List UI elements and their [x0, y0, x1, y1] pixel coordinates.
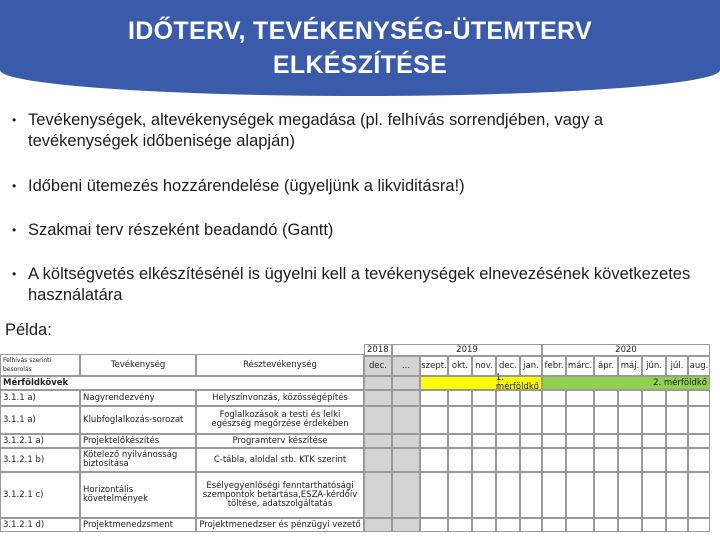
grid-cell: [618, 518, 642, 532]
grid-cell: [688, 406, 710, 434]
grid-cell: [594, 448, 618, 472]
row-subactivity: Projektmenedzser és pénzügyi vezető: [196, 518, 364, 532]
grid-cell: [542, 518, 566, 532]
month-header: máj.: [618, 356, 642, 376]
grid-cell: [448, 448, 472, 472]
grid-cell: [472, 448, 496, 472]
row-id: 3.1.2.1 a): [0, 434, 80, 448]
grid-cell: [392, 406, 420, 434]
row-id: 3.1.2.1 d): [0, 518, 80, 532]
grid-cell: [520, 390, 542, 406]
grid-cell: [618, 434, 642, 448]
example-label: Példa:: [5, 321, 52, 339]
row-subactivity: Helyszínvonzás, közösségépítés: [196, 390, 364, 406]
grid-cell: [448, 472, 472, 518]
grid-cell: [618, 472, 642, 518]
grid-cell: [520, 434, 542, 448]
bullet-item: [10, 264, 700, 306]
row-activity: Horizontális követelmények: [80, 472, 196, 518]
row-activity: Klubfoglalkozás-sorozat: [80, 406, 196, 434]
milestone-1: 1. mérföldkő: [498, 376, 542, 390]
grid-cell: [520, 448, 542, 472]
month-header: aug.: [688, 356, 710, 376]
grid-cell: [688, 390, 710, 406]
grid-cell: [420, 518, 448, 532]
month-header: nov.: [472, 356, 496, 376]
grid-cell: [420, 434, 448, 448]
year-2020: 2020: [542, 344, 710, 356]
milestone-cell: [392, 376, 420, 390]
grid-cell: [666, 390, 688, 406]
grid-cell: [642, 472, 666, 518]
grid-cell: [472, 434, 496, 448]
grid-cell: [392, 434, 420, 448]
year-2019: 2019: [392, 344, 542, 356]
grid-cell: [566, 406, 594, 434]
row-subactivity: Esélyegyenlőségi fenntarthatósági szempontok betartása,ESZA-kérdőív töltése, adatszolgáltatás: [196, 472, 364, 518]
grid-cell: [566, 448, 594, 472]
grid-cell: [566, 472, 594, 518]
grid-cell: [542, 472, 566, 518]
slide-header: [0, 0, 720, 96]
grid-cell: [420, 390, 448, 406]
bullet-item: [10, 110, 700, 152]
month-header: ...: [392, 356, 420, 376]
grid-cell: [642, 518, 666, 532]
slide-title-line-2: ELKÉSZÍTÉSE: [272, 51, 448, 79]
grid-cell: [642, 434, 666, 448]
grid-cell: [566, 390, 594, 406]
bullet-dot-icon: •: [12, 223, 17, 237]
grid-cell: [688, 518, 710, 532]
grid-cell: [392, 448, 420, 472]
month-header: jún.: [642, 356, 666, 376]
grid-cell: [542, 434, 566, 448]
grid-cell: [392, 472, 420, 518]
col-header-subactivity: Résztevékenység: [196, 354, 364, 376]
grid-cell: [666, 448, 688, 472]
grid-cell: [594, 406, 618, 434]
grid-cell: [618, 390, 642, 406]
row-activity: Nagyrendezvény: [80, 390, 196, 406]
gantt-table: [0, 338, 720, 540]
grid-cell: [420, 472, 448, 518]
grid-cell: [496, 434, 520, 448]
grid-cell: [392, 518, 420, 532]
row-id: 3.1.2.1 c): [0, 472, 80, 518]
grid-cell: [520, 406, 542, 434]
year-2018: 2018: [364, 344, 392, 356]
month-header: okt.: [448, 356, 472, 376]
month-header: dec.: [364, 356, 392, 376]
grid-cell: [542, 448, 566, 472]
grid-cell: [496, 390, 520, 406]
bullet-text: Szakmai terv részeként beadandó (Gantt): [28, 221, 334, 239]
month-header: jan.: [520, 356, 542, 376]
grid-cell: [472, 406, 496, 434]
grid-cell: [594, 434, 618, 448]
grid-cell: [364, 448, 392, 472]
grid-cell: [520, 518, 542, 532]
month-header: szept.: [420, 356, 448, 376]
bullet-text: Időbeni ütemezés hozzárendelése (ügyeljünk a likviditásra!): [28, 177, 465, 195]
bullet-dot-icon: •: [12, 179, 17, 193]
grid-cell: [666, 518, 688, 532]
grid-cell: [448, 390, 472, 406]
grid-cell: [594, 390, 618, 406]
grid-cell: [566, 518, 594, 532]
grid-cell: [448, 434, 472, 448]
row-activity: Projektmenedzsment: [80, 518, 196, 532]
row-subactivity: Programterv készítése: [196, 434, 364, 448]
grid-cell: [666, 434, 688, 448]
milestone-2: 2. mérföldkő: [542, 376, 710, 390]
grid-cell: [542, 390, 566, 406]
grid-cell: [496, 518, 520, 532]
bullet-item: [10, 176, 700, 197]
bullet-dot-icon: •: [12, 113, 17, 127]
row-subactivity: C-tábla, aloldal stb. KTK szerint: [196, 448, 364, 472]
col-header-activity: Tevékenység: [80, 354, 196, 376]
grid-cell: [594, 472, 618, 518]
grid-cell: [594, 518, 618, 532]
grid-cell: [666, 472, 688, 518]
grid-cell: [642, 406, 666, 434]
grid-cell: [472, 472, 496, 518]
grid-cell: [420, 448, 448, 472]
grid-cell: [642, 448, 666, 472]
grid-cell: [542, 406, 566, 434]
grid-cell: [420, 406, 448, 434]
grid-cell: [618, 448, 642, 472]
month-header: márc.: [566, 356, 594, 376]
month-header: dec.: [496, 356, 520, 376]
grid-cell: [642, 390, 666, 406]
row-subactivity: Foglalkozások a testi és lelki egészség megőrzése érdekében: [196, 406, 364, 434]
grid-cell: [448, 406, 472, 434]
milestone-cell: [364, 376, 392, 390]
bullet-item: [10, 220, 700, 241]
milestones-label: Mérföldkövek: [0, 376, 364, 390]
bullet-dot-icon: •: [12, 267, 17, 281]
grid-cell: [364, 406, 392, 434]
grid-cell: [666, 406, 688, 434]
grid-cell: [496, 472, 520, 518]
grid-cell: [688, 434, 710, 448]
row-activity: Projektelőkészítés: [80, 434, 196, 448]
grid-cell: [566, 434, 594, 448]
row-activity: Kötelező nyilvánosság biztosítása: [80, 448, 196, 472]
grid-cell: [688, 472, 710, 518]
grid-cell: [496, 448, 520, 472]
bullet-text: Tevékenységek, altevékenységek megadása (pl. felhívás sorrendjében, vagy a tevékenységek időbenisége alapján): [28, 111, 604, 150]
grid-cell: [472, 518, 496, 532]
grid-cell: [496, 406, 520, 434]
grid-cell: [364, 434, 392, 448]
month-header: ápr.: [594, 356, 618, 376]
grid-cell: [472, 390, 496, 406]
month-header: júl.: [666, 356, 688, 376]
col-header-id: Felhívás szerinti besorolás: [0, 354, 80, 376]
grid-cell: [392, 390, 420, 406]
row-id: 3.1.1 a): [0, 390, 80, 406]
slide-title-line-1: IDŐTERV, TEVÉKENYSÉG-ÜTEMTERV: [128, 17, 592, 45]
row-id: 3.1.2.1 b): [0, 448, 80, 472]
grid-cell: [364, 390, 392, 406]
grid-cell: [448, 518, 472, 532]
grid-cell: [364, 518, 392, 532]
bullet-text: A költségvetés elkészítésénél is ügyelni kell a tevékenységek elnevezésének következetes használatára: [28, 265, 691, 304]
grid-cell: [364, 472, 392, 518]
row-id: 3.1.1 a): [0, 406, 80, 434]
grid-cell: [618, 406, 642, 434]
month-header: febr.: [542, 356, 566, 376]
grid-cell: [688, 448, 710, 472]
grid-cell: [520, 472, 542, 518]
